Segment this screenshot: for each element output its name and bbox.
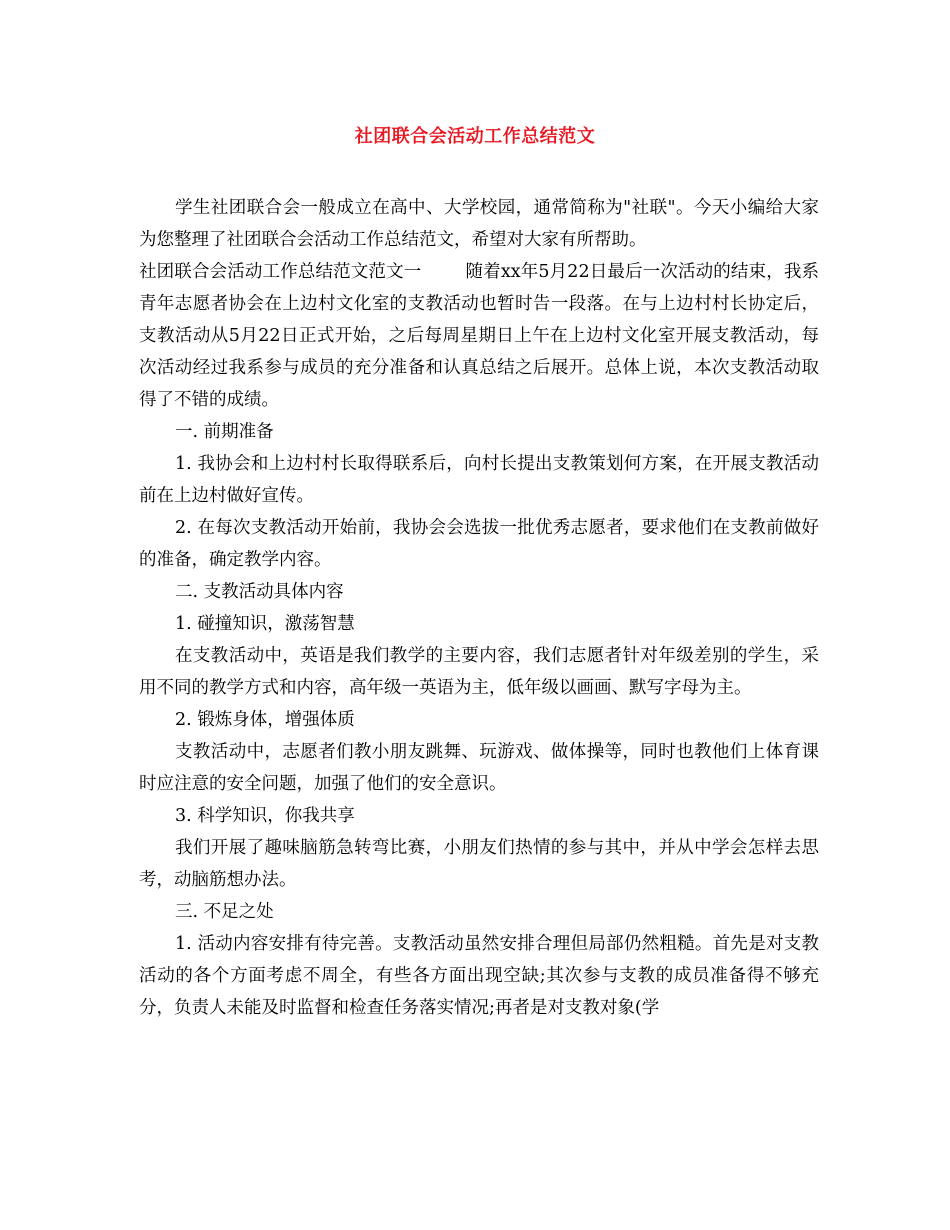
paragraph: 我们开展了趣味脑筋急转弯比赛，小朋友们热情的参与其中，并从中学会怎样去思考，动脑筋想办法。 <box>139 838 819 890</box>
paragraph: 在支教活动中，英语是我们教学的主要内容，我们志愿者针对年级差别的学生，采用不同的教学方式和内容，高年级一英语为主，低年级以画画、默写字母为主。 <box>139 646 819 698</box>
section-heading: 二. 支教活动具体内容 <box>175 582 344 602</box>
subsection-heading: 2. 锻炼身体，增强体质 <box>175 710 355 730</box>
intro-paragraph: 学生社团联合会一般成立在高中、大学校园，通常简称为"社联"。今天小编给大家为您整理了社团联合会活动工作总结范文，希望对大家有所帮助。 <box>139 198 819 250</box>
list-item: 2. 在每次支教活动开始前，我协会会选拔一批优秀志愿者，要求他们在支教前做好的准备，确定教学内容。 <box>139 518 819 570</box>
subsection-heading: 3. 科学知识，你我共享 <box>175 806 355 826</box>
article-opening-text: 随着xx年5月22日最后一次活动的结束，我系青年志愿者协会在上边村文化室的支教活动也暂时告一段落。在与上边村村长协定后，支教活动从5月22日正式开始，之后每周星期日上午在上边村文化室开展支教活动，每次活动经过我系参与成员的充分准备和认真总结之后展开。总体上说，本次支教活动取得了不错的成绩。 <box>139 262 820 410</box>
subsection-heading: 1. 碰撞知识，激荡智慧 <box>175 614 355 634</box>
section-heading: 三. 不足之处 <box>175 902 274 922</box>
document-title: 社团联合会活动工作总结范文 <box>354 126 596 147</box>
document-body <box>139 192 819 1024</box>
paragraph: 支教活动中，志愿者们教小朋友跳舞、玩游戏、做体操等，同时也教他们上体育课时应注意的安全问题，加强了他们的安全意识。 <box>139 742 819 794</box>
article-label: 社团联合会活动工作总结范文范文一 <box>139 262 422 282</box>
list-item: 1. 我协会和上边村村长取得联系后，向村长提出支教策划何方案，在开展支教活动前在上边村做好宣传。 <box>139 454 819 506</box>
list-item: 1. 活动内容安排有待完善。支教活动虽然安排合理但局部仍然粗糙。首先是对支教活动的各个方面考虑不周全，有些各方面出现空缺;其次参与支教的成员准备得不够充分，负责人未能及时监督和检查任务落实情况;再者是对支教对象(学 <box>139 934 819 1018</box>
article-first-paragraph <box>139 256 819 416</box>
section-heading: 一. 前期准备 <box>175 422 274 442</box>
